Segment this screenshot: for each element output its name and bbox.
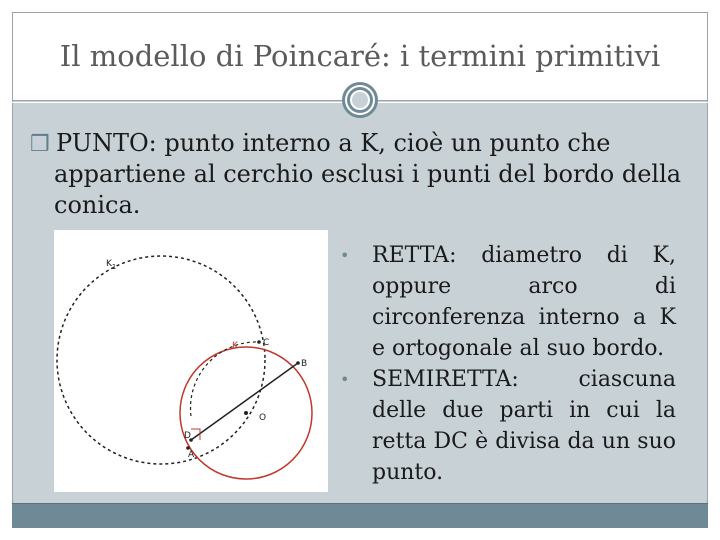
label-c: C [263, 338, 270, 348]
label-k1: $K_1$ [106, 259, 117, 271]
bullet-punto-line-3: conica. [54, 191, 141, 219]
bullet-marker-icon: ❒ [30, 132, 50, 157]
label-d: D [184, 431, 191, 441]
label-k: K [232, 341, 238, 351]
definition-retta-text: RETTA: diametro di K, oppure arco di circonferenza interno a K e ortogonale al suo bordo. [372, 243, 676, 361]
definitions-list [340, 240, 676, 488]
poincare-diagram [54, 230, 328, 492]
label-o: O [259, 413, 267, 423]
point-c [257, 340, 261, 344]
point-o [244, 411, 248, 415]
slide-title: Il modello di Poincaré: i termini primitivi [59, 39, 661, 73]
outer-circle-k1 [57, 256, 265, 464]
label-b: B [301, 359, 308, 369]
footer-bar [12, 503, 708, 528]
diameter-dc [191, 363, 298, 440]
bullet-dot-icon: • [340, 370, 350, 389]
definition-semiretta [340, 364, 676, 488]
poincare-figure [54, 230, 328, 492]
bullet-punto-line-1: PUNTO: punto interno a K, cioè un punto che [56, 129, 611, 157]
point-b [296, 361, 300, 365]
bullet-punto-line-2: appartiene al cerchio esclusi i punti del bordo della [54, 160, 682, 188]
definition-retta [340, 240, 676, 364]
orthogonal-arc [191, 342, 259, 416]
definition-semiretta-text: SEMIRETTA: ciascuna delle due parti in cui la retta DC è divisa da un suo punto. [372, 367, 676, 485]
bullet-punto [30, 128, 686, 221]
label-a: A [188, 450, 195, 460]
bullet-dot-icon: • [340, 246, 350, 265]
title-ring-ornament-core [350, 90, 370, 110]
